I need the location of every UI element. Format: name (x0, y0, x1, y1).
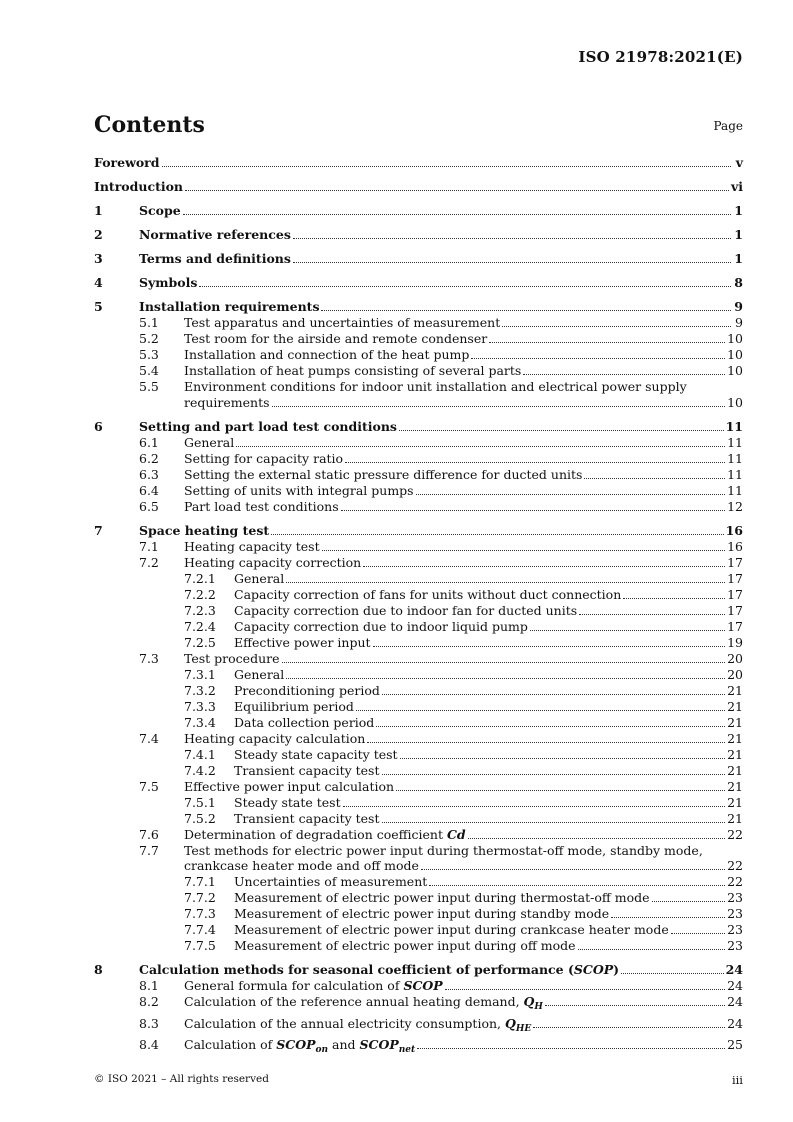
toc-entry-8[interactable] (94, 962, 743, 978)
leader-dots (429, 885, 725, 886)
leader-dots (343, 806, 725, 807)
leader-dots (445, 989, 725, 990)
toc-title-line2: crankcase heater mode and off mode (184, 858, 419, 873)
toc-entry-6-1[interactable] (94, 435, 743, 451)
toc-number: 7.7.3 (184, 906, 216, 921)
toc-entry-7-7-4[interactable] (94, 922, 743, 938)
toc-number: 7.5.2 (184, 810, 216, 826)
toc-page: 19 (727, 634, 743, 650)
leader-dots (341, 510, 725, 511)
toc-entry-7[interactable] (94, 523, 743, 539)
toc-page: 20 (727, 666, 743, 682)
toc-entry-7-5-1[interactable] (94, 795, 743, 811)
leader-dots (399, 430, 724, 431)
toc-page: 17 (727, 602, 743, 618)
toc-title: Capacity correction due to indoor fan for ducted units (234, 602, 578, 618)
toc-title: Calculation methods for seasonal coefficient of performance (SCOP) (139, 962, 620, 977)
toc-number: 5.2 (139, 331, 159, 346)
toc-number: 6.4 (139, 482, 159, 498)
toc-page: 10 (727, 394, 743, 410)
leader-dots (533, 1027, 725, 1028)
leader-dots (345, 462, 725, 463)
toc-entry-7-4-1[interactable] (94, 747, 743, 763)
toc-entry-5[interactable] (94, 299, 743, 315)
toc-page: 24 (727, 994, 743, 1009)
toc-title: General formula for calculation of SCOP (184, 978, 443, 993)
toc-number: 7.4.2 (184, 762, 216, 778)
leader-dots (382, 694, 725, 695)
toc-entry-5-3[interactable] (94, 347, 743, 363)
toc-page: vi (730, 179, 743, 194)
page-column-label: Page (713, 119, 743, 133)
leader-dots (530, 630, 725, 631)
toc-page: 17 (727, 586, 743, 602)
toc-number: 7.2 (139, 554, 159, 570)
toc-entry-5-5[interactable] (94, 379, 743, 411)
leader-dots (471, 358, 725, 359)
leader-dots (584, 478, 725, 479)
toc-title: Calculation of the reference annual heating demand, $Q_H$ (184, 994, 543, 1012)
toc-entry-7-7[interactable] (94, 843, 743, 875)
toc-entry-6[interactable] (94, 419, 743, 435)
toc-title: Measurement of electric power input during off mode (234, 938, 576, 953)
leader-dots (382, 822, 726, 823)
toc-page: 9 (734, 299, 743, 314)
toc-number: 7.6 (139, 826, 159, 842)
toc-page: 21 (727, 778, 743, 794)
toc-page: 16 (727, 538, 743, 554)
toc-number: 7.2.5 (184, 634, 216, 650)
toc-title: Calculation of $SCOP_{on}$ and $SCOP_{net}$ (184, 1037, 416, 1055)
toc-page: 1 (734, 227, 743, 242)
leader-dots (382, 774, 726, 775)
toc-number: 7.5.1 (184, 794, 216, 810)
toc-entry-7-2[interactable] (94, 555, 743, 571)
toc-title-line1: Environment conditions for indoor unit installation and electrical power supply (184, 379, 687, 394)
toc-entry-7-3-1[interactable] (94, 667, 743, 683)
leader-dots (293, 238, 731, 239)
toc-entry-8-2[interactable] (94, 994, 743, 1016)
page-title: Contents (94, 112, 205, 138)
toc-page: 21 (727, 714, 743, 730)
toc-number: 4 (94, 275, 103, 290)
leader-dots (376, 726, 725, 727)
toc-number: 7.4 (139, 730, 159, 746)
toc-number: 7.3.1 (184, 666, 216, 682)
toc-title: Installation and connection of the heat pump (184, 347, 470, 362)
toc-entry-foreword[interactable] (94, 155, 743, 171)
leader-dots (363, 566, 725, 567)
toc-title: Installation of heat pumps consisting of several parts (184, 363, 522, 378)
toc-page: 12 (727, 498, 743, 514)
toc-page: 10 (727, 347, 743, 362)
toc-entry-7-6[interactable] (94, 827, 743, 843)
toc-entry-6-4[interactable] (94, 483, 743, 499)
toc-title: Test room for the airside and remote condenser (184, 331, 488, 346)
leader-dots (671, 933, 725, 934)
toc-title: Terms and definitions (139, 251, 291, 266)
toc-page: 21 (727, 794, 743, 810)
toc-title: Capacity correction of fans for units without duct connection (234, 586, 622, 602)
leader-dots (468, 838, 725, 839)
toc-page: 21 (727, 762, 743, 778)
toc-page: 17 (727, 554, 743, 570)
toc-page: 23 (727, 890, 743, 905)
toc-title: Setting the external static pressure difference for ducted units (184, 466, 583, 482)
toc-entry-7-7-3[interactable] (94, 906, 743, 922)
toc-number: 5.3 (139, 347, 159, 362)
leader-dots (185, 190, 729, 191)
leader-dots (199, 286, 731, 287)
toc-page: 21 (727, 810, 743, 826)
toc-number: 7 (94, 522, 103, 538)
toc-number: 7.3 (139, 650, 159, 666)
toc-title: Effective power input (234, 634, 371, 650)
document-id: ISO 21978:2021(E) (578, 48, 743, 66)
leader-dots (396, 790, 725, 791)
toc-title: Steady state test (234, 794, 341, 810)
toc-page: 23 (727, 906, 743, 921)
toc-title: Data collection period (234, 714, 375, 730)
toc-entry-8-1[interactable] (94, 978, 743, 994)
toc-entry-introduction[interactable] (94, 179, 743, 195)
toc-number: 5 (94, 299, 103, 314)
toc-title: Test apparatus and uncertainties of measurement (184, 315, 501, 330)
leader-dots (578, 949, 726, 950)
toc-entry-7-2-2[interactable] (94, 587, 743, 603)
table-of-contents (94, 155, 743, 1059)
toc-title: Setting of units with integral pumps (184, 482, 414, 498)
toc-page: 11 (727, 466, 743, 482)
toc-entry-7-7-5[interactable] (94, 938, 743, 954)
toc-number: 8.2 (139, 994, 159, 1009)
toc-title: Uncertainties of measurement (234, 874, 428, 889)
toc-entry-7-1[interactable] (94, 539, 743, 555)
leader-dots (502, 326, 731, 327)
toc-page: 21 (727, 746, 743, 762)
toc-entry-7-2-1[interactable] (94, 571, 743, 587)
toc-entry-2[interactable] (94, 227, 743, 243)
toc-entry-5-4[interactable] (94, 363, 743, 379)
toc-title-line1: Test methods for electric power input during thermostat-off mode, standby mode, (184, 842, 703, 858)
leader-dots (621, 973, 724, 974)
leader-dots (417, 1048, 725, 1049)
toc-number: 7.3.3 (184, 698, 216, 714)
toc-page: 11 (725, 418, 743, 434)
toc-entry-7-4-2[interactable] (94, 763, 743, 779)
toc-page: 1 (734, 251, 743, 266)
toc-page: 22 (727, 826, 743, 842)
toc-number: 7.4.1 (184, 746, 216, 762)
toc-number: 5.4 (139, 363, 159, 378)
leader-dots (286, 678, 725, 679)
toc-page: 20 (727, 650, 743, 666)
toc-entry-4[interactable] (94, 275, 743, 291)
toc-title: Space heating test (139, 522, 270, 538)
toc-page: 17 (727, 618, 743, 634)
toc-page: 24 (727, 1015, 743, 1031)
toc-number: 7.7 (139, 842, 159, 858)
toc-title: Effective power input calculation (184, 778, 395, 794)
leader-dots (489, 342, 725, 343)
toc-number: 6 (94, 418, 103, 434)
toc-number: 7.2.4 (184, 618, 216, 634)
toc-title: Steady state capacity test (234, 746, 398, 762)
toc-number: 7.7.4 (184, 922, 216, 937)
leader-dots (272, 406, 726, 407)
toc-number: 1 (94, 203, 103, 218)
copyright-notice: © ISO 2021 – All rights reserved (94, 1073, 269, 1085)
toc-entry-5-1[interactable] (94, 315, 743, 331)
toc-title: Calculation of the annual electricity consumption, $Q_{HE}$ (184, 1015, 532, 1034)
leader-dots (183, 214, 731, 215)
toc-title: Setting and part load test conditions (139, 418, 397, 434)
toc-entry-6-3[interactable] (94, 467, 743, 483)
toc-number: 7.7.2 (184, 890, 216, 905)
toc-entry-5-2[interactable] (94, 331, 743, 347)
leader-dots (623, 598, 725, 599)
leader-dots (293, 262, 731, 263)
toc-page: 17 (727, 570, 743, 586)
toc-page: 24 (725, 962, 743, 977)
leader-dots (236, 446, 725, 447)
toc-title: Symbols (139, 275, 198, 290)
toc-page: 21 (727, 682, 743, 698)
toc-number: 7.2.3 (184, 602, 216, 618)
toc-page: 22 (727, 874, 743, 889)
toc-number: 7.1 (139, 538, 159, 554)
toc-page: 10 (727, 363, 743, 378)
toc-title: Transient capacity test (234, 762, 380, 778)
toc-title: Setting for capacity ratio (184, 450, 344, 466)
toc-title: General (234, 570, 285, 586)
toc-entry-7-5-2[interactable] (94, 811, 743, 827)
toc-title: Heating capacity correction (184, 554, 362, 570)
toc-number: 2 (94, 227, 103, 242)
toc-title: Preconditioning period (234, 682, 380, 698)
toc-page: 25 (727, 1037, 743, 1052)
toc-page: 9 (735, 315, 743, 330)
toc-number: 5.5 (139, 379, 159, 394)
toc-title: Measurement of electric power input during thermostat-off mode (234, 890, 650, 905)
toc-title: Normative references (139, 227, 291, 242)
toc-number: 7.7.1 (184, 874, 216, 889)
toc-page: 24 (727, 978, 743, 993)
leader-dots (162, 166, 732, 167)
toc-title: Introduction (94, 179, 184, 194)
toc-number: 6.3 (139, 466, 159, 482)
toc-title: Installation requirements (139, 299, 320, 314)
toc-entry-6-2[interactable] (94, 451, 743, 467)
toc-page: 8 (734, 275, 743, 290)
toc-page: 11 (727, 434, 743, 450)
toc-entry-6-5[interactable] (94, 499, 743, 515)
toc-title: Heating capacity test (184, 538, 320, 554)
toc-page: 11 (727, 482, 743, 498)
toc-entry-7-3-2[interactable] (94, 683, 743, 699)
leader-dots (282, 662, 726, 663)
toc-entry-7-2-5[interactable] (94, 635, 743, 651)
toc-title: General (234, 666, 285, 682)
toc-title: General (184, 434, 235, 450)
toc-entry-7-4[interactable] (94, 731, 743, 747)
toc-number: 7.2.1 (184, 570, 216, 586)
toc-number: 8 (94, 962, 103, 977)
toc-page: 16 (725, 522, 743, 538)
toc-page: 11 (727, 450, 743, 466)
toc-number: 7.3.4 (184, 714, 216, 730)
toc-page: 1 (734, 203, 743, 218)
leader-dots (286, 582, 725, 583)
toc-title: Foreword (94, 155, 160, 170)
leader-dots (271, 534, 723, 535)
toc-title: Test procedure (184, 650, 280, 666)
toc-entry-7-7-2[interactable] (94, 890, 743, 906)
toc-entry-7-3[interactable] (94, 651, 743, 667)
toc-number: 8.3 (139, 1015, 159, 1031)
toc-number: 8.4 (139, 1037, 159, 1052)
toc-entry-7-2-3[interactable] (94, 603, 743, 619)
toc-entry-7-3-3[interactable] (94, 699, 743, 715)
toc-title: Determination of degradation coefficient Cd (184, 826, 466, 842)
toc-number: 7.3.2 (184, 682, 216, 698)
toc-title: Part load test conditions (184, 498, 339, 514)
toc-title: Scope (139, 203, 181, 218)
toc-number: 7.7.5 (184, 938, 216, 953)
toc-entry-8-3[interactable] (94, 1016, 743, 1038)
leader-dots (421, 869, 725, 870)
toc-number: 6.1 (139, 434, 159, 450)
toc-title: Transient capacity test (234, 810, 380, 826)
toc-page: 21 (727, 730, 743, 746)
toc-title-line2: requirements (184, 394, 270, 410)
leader-dots (523, 374, 725, 375)
leader-dots (367, 742, 725, 743)
toc-page: 23 (727, 922, 743, 937)
toc-page: 21 (727, 698, 743, 714)
leader-dots (373, 646, 726, 647)
toc-page: 10 (727, 331, 743, 346)
toc-entry-1[interactable] (94, 203, 743, 219)
leader-dots (579, 614, 725, 615)
leader-dots (545, 1005, 725, 1006)
toc-entry-7-2-4[interactable] (94, 619, 743, 635)
toc-number: 8.1 (139, 978, 159, 993)
leader-dots (356, 710, 725, 711)
toc-entry-7-7-1[interactable] (94, 874, 743, 890)
toc-title: Heating capacity calculation (184, 730, 366, 746)
leader-dots (611, 917, 725, 918)
toc-page: 23 (727, 938, 743, 953)
toc-entry-8-4[interactable] (94, 1037, 743, 1059)
leader-dots (416, 494, 725, 495)
page-number: iii (731, 1073, 743, 1087)
leader-dots (652, 901, 726, 902)
toc-title: Measurement of electric power input during standby mode (234, 906, 610, 921)
toc-entry-7-3-4[interactable] (94, 715, 743, 731)
leader-dots (400, 758, 726, 759)
toc-number: 7.2.2 (184, 586, 216, 602)
toc-number: 7.5 (139, 778, 159, 794)
toc-number: 3 (94, 251, 103, 266)
leader-dots (322, 550, 725, 551)
toc-number: 6.5 (139, 498, 159, 514)
toc-title: Capacity correction due to indoor liquid pump (234, 618, 528, 634)
toc-number: 5.1 (139, 315, 159, 330)
toc-title: Measurement of electric power input during crankcase heater mode (234, 922, 669, 937)
toc-number: 6.2 (139, 450, 159, 466)
toc-title: Equilibrium period (234, 698, 354, 714)
toc-page: v (735, 155, 743, 170)
toc-entry-7-5[interactable] (94, 779, 743, 795)
leader-dots (321, 310, 731, 311)
toc-page: 22 (727, 858, 743, 873)
toc-entry-3[interactable] (94, 251, 743, 267)
